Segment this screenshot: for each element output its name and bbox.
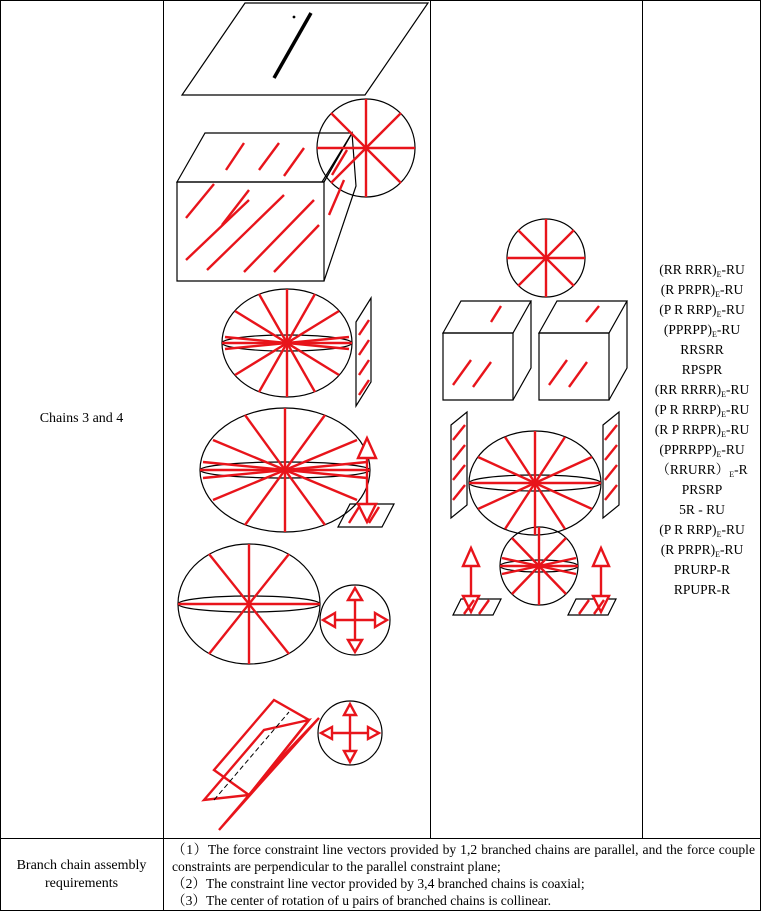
cube-icon [177,133,356,281]
constraint-diagrams-right [431,0,642,838]
formula-5: RRSRR [680,342,724,357]
row-label-chains-text: Chains 3 and 4 [39,411,124,426]
formula-7: (RR $RRRR)_E-RU$ [654,382,750,399]
requirement-1: （1）The force constraint line vectors provided by 1,2 branched chains are parallel, and the force couple constraints are perpendicular to the parallel constraint plane; [172,842,755,874]
formula-10: $(PPRRPP)_E-RU$ [659,442,745,459]
formula-9: (R P $RRPR)_E-RU$ [654,422,750,439]
row-label-chains [0,0,163,838]
plane-icon [182,3,428,95]
formula-14: (P R $RRP)_E-RU$ [659,522,745,539]
row-label-requirements [0,839,163,911]
formula-12: PRSRP [681,482,723,497]
cube-icon-right [539,301,627,400]
formula-1: (RR $RRR)_E-RU$ [659,262,745,279]
formula-8: (P R $RRRP)_E-RU$ [654,402,750,419]
requirement-2: （2）The constraint line vector provided by 3,4 branched chains is coaxial; [172,876,585,891]
requirement-3: （3）The center of rotation of u pairs of branched chains is collinear. [172,893,551,908]
requirements-label-line2: requirements [44,876,119,891]
requirements-label-line1: Branch chain assembly [16,858,147,873]
formula-4: $(PPRPP)_E-RU$ [663,322,741,339]
formula-15: (R $PRPR)_E-RU$ [660,542,744,559]
formula-3: (P R $RRP)_E-RU$ [659,302,745,319]
formula-13: 5R - RU [679,502,725,517]
formula-11: $(RRURR)_E-R$ [656,462,748,479]
formula-16: PRURP-R [673,562,731,577]
requirements-text [164,839,761,911]
force-line-icon [274,13,311,78]
formula-6: RPSPR [681,362,723,377]
formula-17: RPUPR-R [673,582,731,597]
constraint-diagrams-left [164,0,431,838]
formula-list [643,230,761,630]
formula-2: (R $PRPR)_E-RU$ [660,282,744,299]
cube-icon-left [443,301,531,400]
